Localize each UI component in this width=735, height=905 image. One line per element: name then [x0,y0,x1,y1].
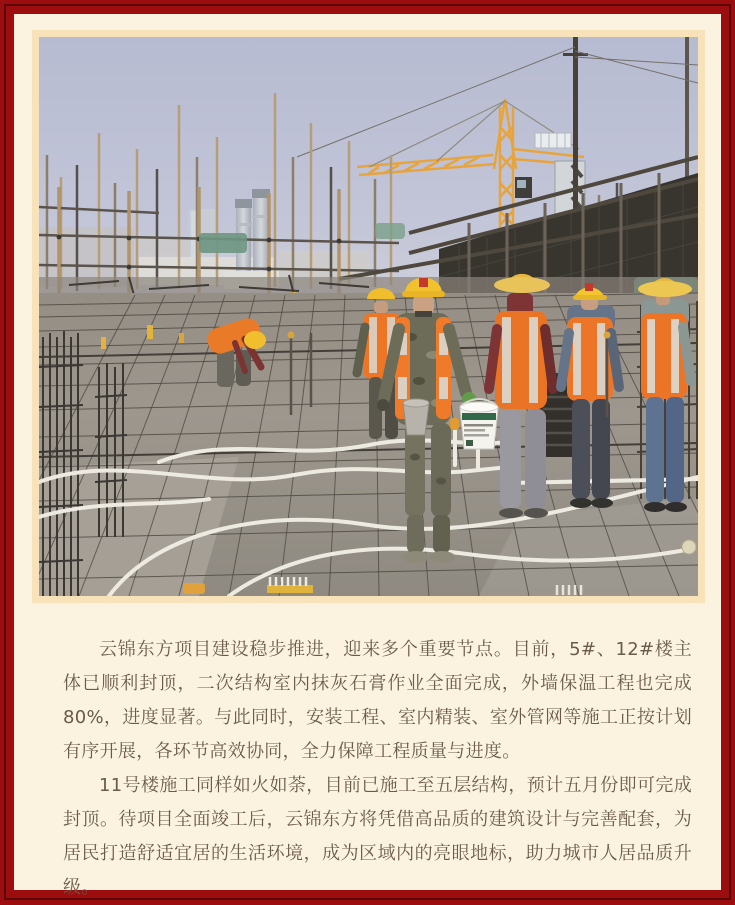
article-paragraph-2: 11号楼施工同样如火如荼，目前已施工至五层结构，预计五月份即可完成封顶。待项目全面竣工后，云锦东方将凭借高品质的建筑设计与完善配套，为居民打造舒适宜居的生活环境，成为区域内的亮眼地标，助力城市人居品质升级。 [63,775,692,898]
article-body [63,633,692,905]
construction-photo [32,30,705,603]
page-content [14,14,721,898]
white-bucket [460,399,498,449]
gray-bucket [403,399,429,435]
article-paragraph-1: 云锦东方项目建设稳步推进，迎来多个重要节点。目前，5#、12#楼主体已顺利封顶，二次结构室内抹灰石膏作业全面完成，外墙保温工程也完成80%，进度显著。与此同时，安装工程、室内精装、室外管网等施工正按计划有序开展，各环节高效协同，全力保障工程质量与进度。 [63,639,692,762]
construction-site-illustration [39,37,698,596]
